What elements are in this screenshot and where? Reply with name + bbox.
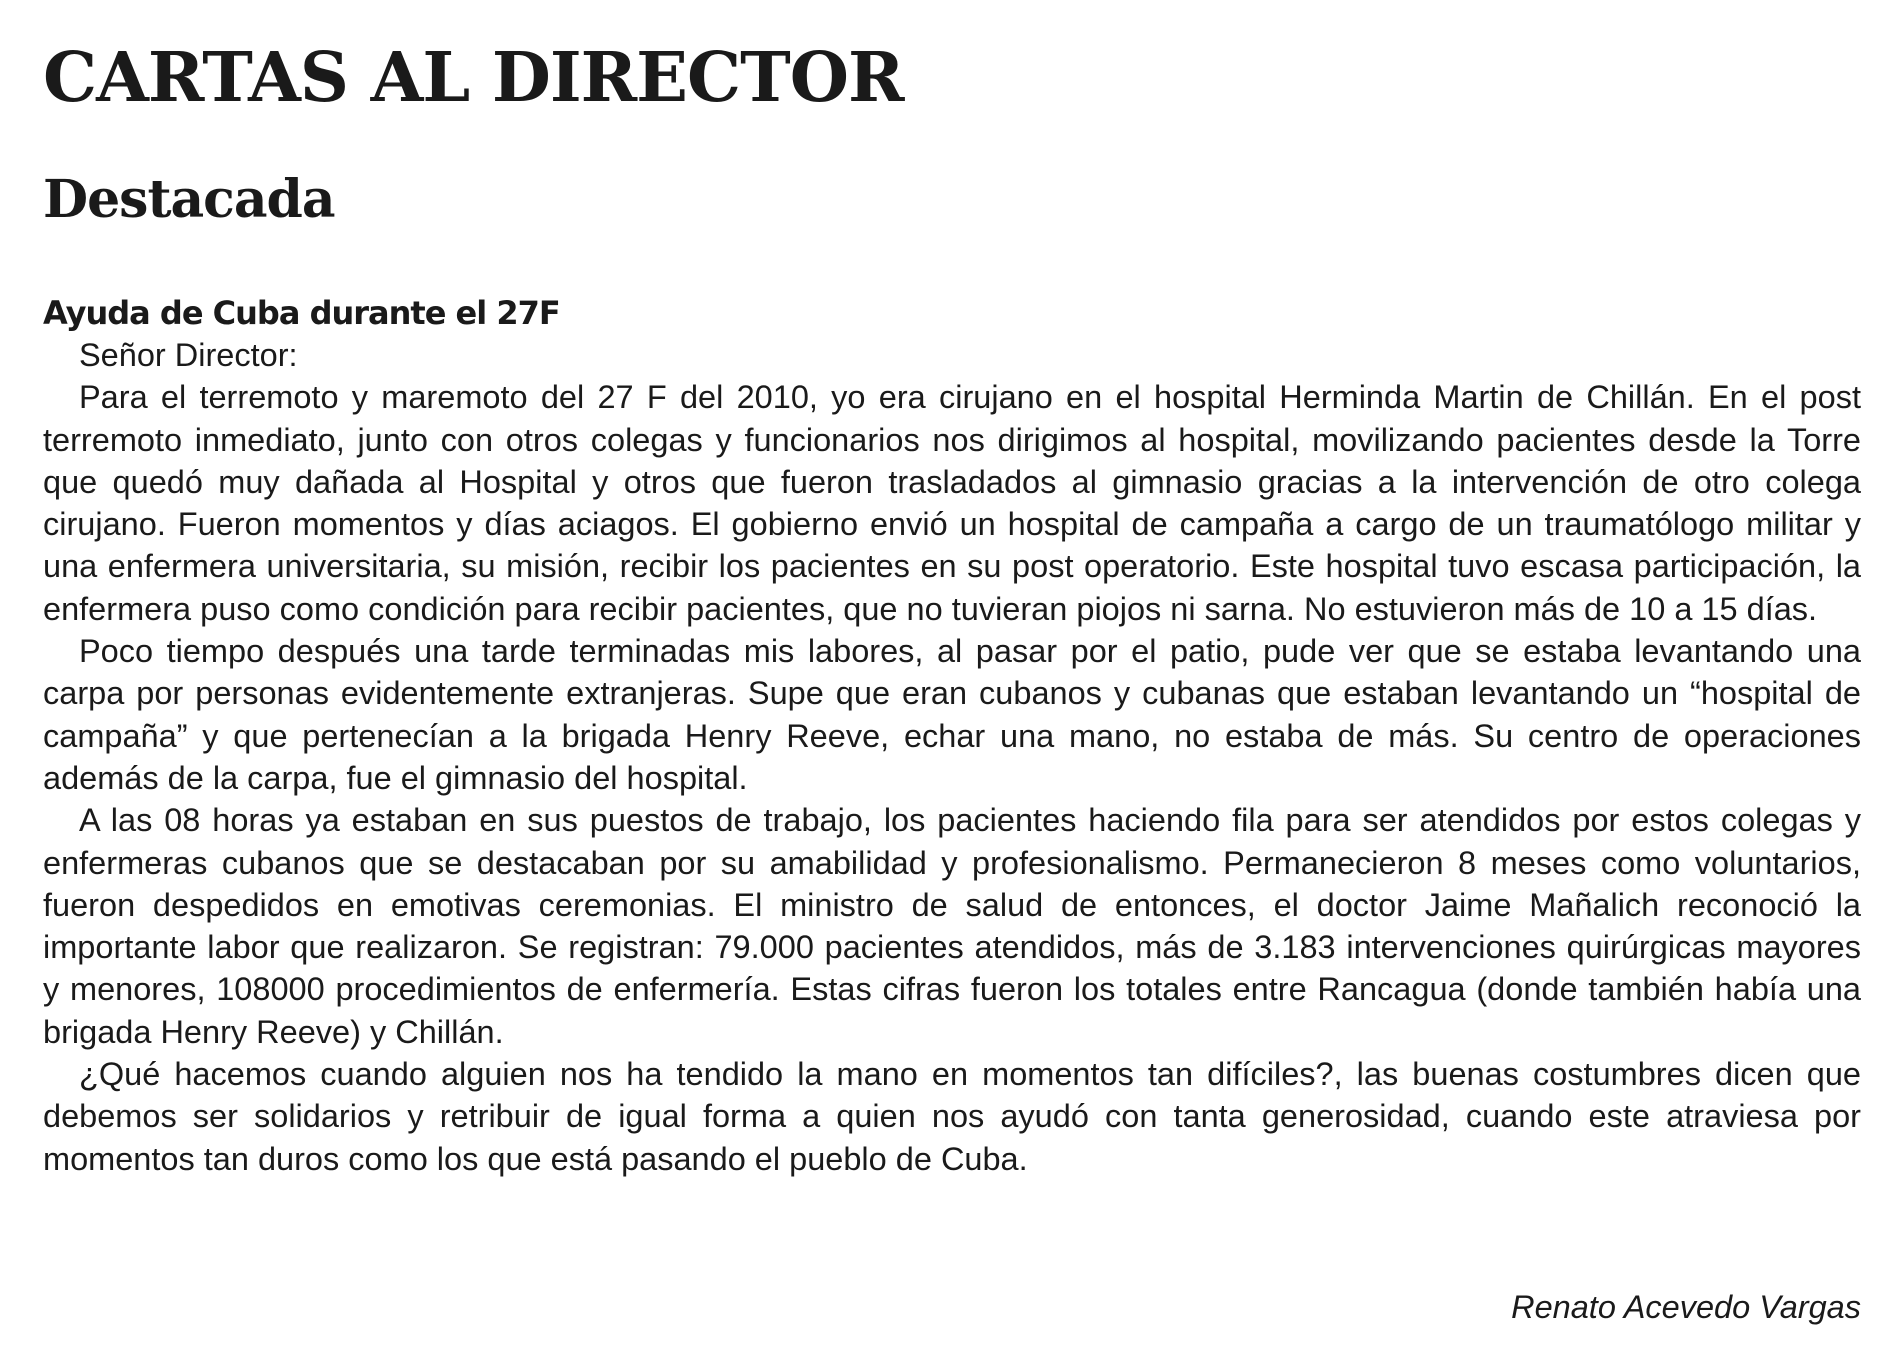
letter-signature: Renato Acevedo Vargas	[1511, 1289, 1861, 1325]
letter-title: Ayuda de Cuba durante el 27F	[43, 294, 560, 332]
letter-paragraph: A las 08 horas ya estaban en sus puestos de trabajo, los pacientes haciendo fila para ser atendidos por estos colegas y enfermeras cubanos que se destacaban por su amabilidad y profesionalismo. Permanecieron 8 meses como voluntarios, fueron despedidos en emotivas ceremonias. El ministro de salud de entonces, el doctor Jaime Mañalich reconoció la importante labor que realizaron. Se registran: 79.000 pacientes atendidos, más de 3.183 intervenciones quirúrgicas mayores y menores, 108000 procedimientos de enfermería. Estas cifras fueron los totales entre Rancagua (donde también había una brigada Henry Reeve) y Chillán.	[43, 802, 1861, 1050]
letter-paragraph: ¿Qué hacemos cuando alguien nos ha tendido la mano en momentos tan difíciles?, las buenas costumbres dicen que debemos ser solidarios y retribuir de igual forma a quien nos ayudó con tanta generosidad, cuando este atraviesa por momentos tan duros como los que está pasando el pueblo de Cuba.	[43, 1056, 1861, 1177]
subsection-title: Destacada	[43, 169, 335, 230]
letter-paragraph: Para el terremoto y maremoto del 27 F del 2010, yo era cirujano en el hospital Herminda Martin de Chillán. En el post terremoto inmediato, junto con otros colegas y funcionarios nos dirigimos al hospital, movilizando pacientes desde la Torre que quedó muy dañada al Hospital y otros que fueron trasladados al gimnasio gracias a la intervención de otro colega cirujano. Fueron momentos y días aciagos. El gobierno envió un hospital de campaña a cargo de un traumatólogo militar y una enfermera universitaria, su misión, recibir los pacientes en su post operatorio. Este hospital tuvo escasa participación, la enfermera puso como condición para recibir pacientes, que no tuvieran piojos ni sarna. No estuvieron más de 10 a 15 días.	[43, 379, 1861, 627]
letter	[43, 292, 1861, 1180]
letter-paragraph: Poco tiempo después una tarde terminadas mis labores, al pasar por el patio, pude ver que se estaba levantando una carpa por personas evidentemente extranjeras. Supe que eran cubanos y cubanas que estaban levantando un “hospital de campaña” y que pertenecían a la brigada Henry Reeve, echar una mano, no estaba de más. Su centro de operaciones además de la carpa, fue el gimnasio del hospital.	[43, 633, 1861, 796]
letter-salutation: Señor Director:	[79, 337, 298, 373]
section-title: CARTAS AL DIRECTOR	[43, 38, 904, 118]
